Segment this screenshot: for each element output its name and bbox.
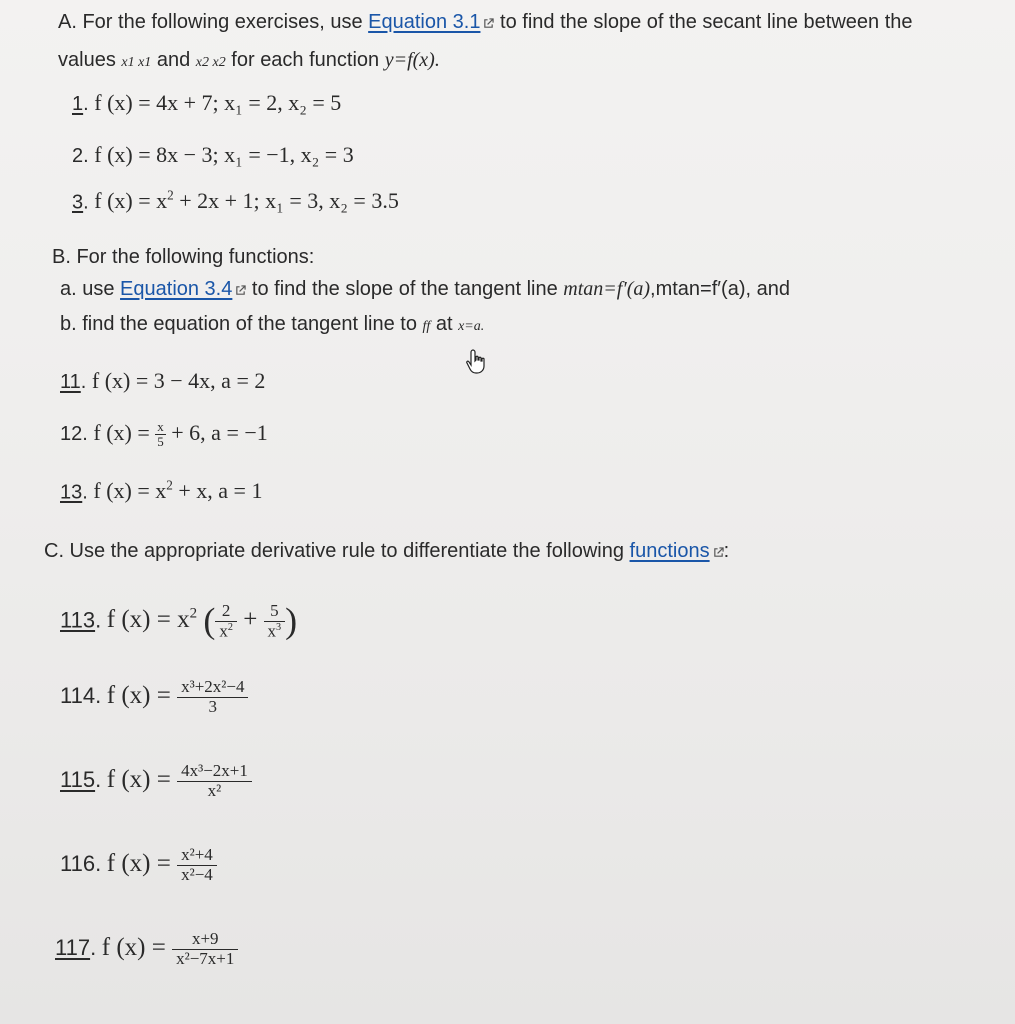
exercise-number[interactable]: 113 [60, 607, 96, 633]
equation-3-1-link[interactable]: Equation 3.1 [368, 11, 481, 33]
fraction-denominator: x [219, 621, 228, 641]
part-a-text-2: to find the slope of the tangent line [246, 278, 564, 300]
section-a-text-end: to find the slope of the secant line between the [494, 11, 913, 33]
mtan-expression: mtan=f′(a) [563, 278, 651, 300]
values-text: values [58, 49, 122, 71]
exercise-expression: f (x) = [106, 765, 178, 793]
section-b-part-b [60, 312, 484, 336]
part-a-text-3: ,mtan=f′(a), and [650, 278, 790, 300]
exercise-expression: f (x) = [106, 681, 178, 709]
section-a-intro-line2 [58, 48, 440, 72]
hand-cursor-icon [466, 348, 490, 376]
part-b-text: b. find the equation of the tangent line to [60, 313, 423, 335]
x-equals-a: x=a. [458, 319, 485, 334]
exercise-number[interactable]: 13 [60, 481, 83, 504]
exercise-expression-rest: + 6, a = −1 [165, 420, 268, 445]
ff-var: ff [422, 319, 431, 334]
exercise-12: 12. f (x) = $\frac{x}{5}$ + 6, a = −1 [60, 419, 268, 450]
exercise-116: 116. f (x) = $\frac{\text{x²+4}}{\text{x²−4}}$ [60, 846, 217, 884]
exercise-number: 116 [60, 850, 96, 876]
exercise-expression: f (x) = 8x − 3; x₁ = −1, x₂ = 3 [94, 142, 354, 167]
plus-sign: + [243, 606, 258, 634]
exercise-115: 115. f (x) = $\frac{\text{4x³−2x+1}}{\text{x²}}$ [60, 762, 252, 800]
exercise-expression: f (x) = 3 − 4x, a = 2 [91, 368, 266, 393]
exercise-114: 114. f (x) = $\frac{\text{x³+2x²−4}}{3}$ [60, 678, 248, 716]
fraction-denominator: x² [177, 781, 252, 801]
exercise-number[interactable]: 1 [72, 93, 84, 115]
fraction-numerator: x²+4 [181, 845, 213, 864]
fraction-numerator: 4x³−2x+1 [181, 761, 248, 780]
x1-var: x1 x1 [121, 55, 152, 70]
function-notation: y=f(x). [384, 49, 440, 71]
x2-var: x2 x2 [195, 55, 226, 70]
fraction-denominator: 5 [157, 434, 164, 450]
colon-text: : [723, 540, 730, 562]
exercise-expression: f (x) = [101, 933, 173, 961]
equation-3-4-link[interactable]: Equation 3.4 [120, 278, 233, 300]
function-text: for each function [225, 49, 385, 71]
exercise-number[interactable]: 117 [55, 934, 91, 960]
exercise-number[interactable]: 3 [72, 191, 84, 214]
fraction-numerator: x³+2x²−4 [181, 677, 245, 696]
external-link-icon [483, 18, 494, 29]
section-b-intro: B. For the following functions: [52, 246, 315, 268]
exercise-number[interactable]: 11 [60, 371, 81, 393]
section-c-text: C. Use the appropriate derivative rule to differentiate the following [44, 540, 630, 562]
exercise-expression: f (x) = x [93, 478, 167, 504]
exercise-number: 2 [72, 145, 84, 167]
fraction-numerator: x+9 [191, 929, 219, 948]
external-link-icon [235, 285, 246, 296]
section-a-text: A. For the following exercises, use [58, 11, 369, 33]
exercise-3: 3. f $(x) = x^2 + 2x + 1$; x₁ = 3, x₂ = 3.5 [72, 188, 399, 214]
exercise-expression: f (x) = [93, 420, 156, 445]
exercise-expression-rest: + 2x + 1; x₁ = 3, x₂ = 3.5 [173, 188, 399, 214]
section-c-intro [44, 539, 729, 563]
exercise-expression: f (x) = x [106, 606, 190, 634]
fraction-numerator: x [157, 419, 164, 435]
fraction-denominator: 3 [177, 697, 248, 717]
fraction-denominator: x²−4 [177, 865, 217, 885]
exercise-13: 13. f $(x) = x^2 + x$, a = 1 [60, 478, 263, 504]
exercise-expression: f (x) = 4x + 7; x₁ = 2, x₂ = 5 [94, 90, 342, 115]
exercise-expression: f (x) = x [94, 188, 168, 214]
and-text: and [151, 49, 196, 71]
functions-link[interactable]: functions [629, 540, 710, 562]
exercise-expression-rest: + x, a = 1 [172, 478, 263, 504]
external-link-icon [713, 547, 724, 558]
exercise-number: 12 [60, 423, 83, 445]
fraction-denominator: x²−7x+1 [172, 949, 238, 969]
part-a-text: a. use [60, 278, 121, 300]
exercise-1: 1. f (x) = 4x + 7; x₁ = 2, x₂ = 5 [72, 90, 342, 115]
exercise-number[interactable]: 115 [60, 766, 96, 792]
fraction-denominator: x [267, 621, 277, 641]
section-a-intro [58, 10, 913, 34]
exercise-number: 114 [60, 682, 96, 708]
fraction-numerator: 5 [270, 601, 279, 621]
section-b-part-a [60, 277, 790, 301]
at-text: at [430, 313, 459, 335]
exercise-11: 11. f (x) = 3 − 4x, a = 2 [60, 368, 266, 393]
exercise-117: 117. f (x) = $\frac{x+9}{\text{x²−7x+1}}$ [55, 930, 238, 968]
exercise-expression: f (x) = [106, 849, 178, 877]
fraction-numerator: 2 [221, 601, 231, 621]
exercise-2: 2. f (x) = 8x − 3; x₁ = −1, x₂ = 3 [72, 142, 354, 167]
exercise-113: 113. f $(x) = x^2$ ( $\frac{2}{x^2}$ + $\frac{5}{x^3}$ ) [60, 601, 298, 641]
